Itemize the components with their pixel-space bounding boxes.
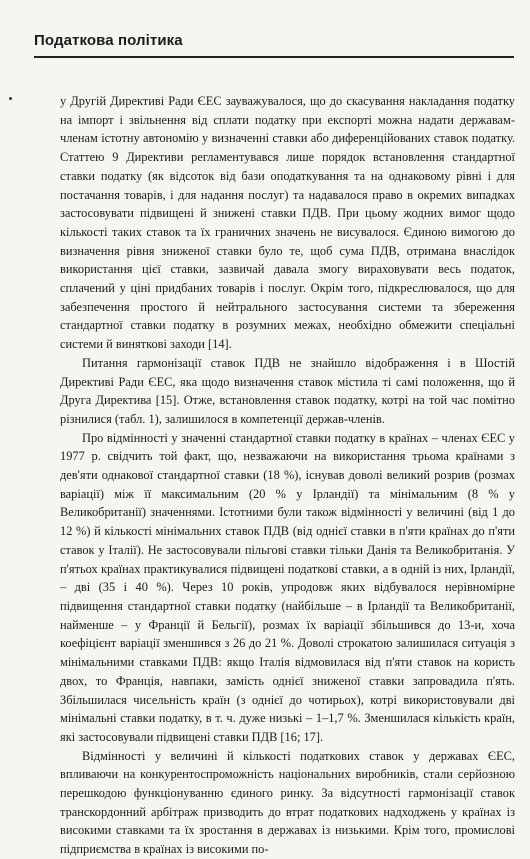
running-header [34, 26, 514, 58]
body-text [60, 92, 515, 859]
paragraph: Питання гармонізації ставок ПДВ не знайшло відображення і в Шостій Директиві Ради ЄЕС, яка щодо визначення ставок містила ті самі положення, що й Друга Директива [15]. Отже, встановлення ставок податку, котрі на той час помітно різнилися (табл. 1), залишилося в компетенції держав-членів. [60, 355, 515, 426]
running-header-title: Податкова політика [34, 32, 183, 49]
paragraph: Відмінності у величині й кількості податкових ставок у державах ЄЕС, впливаючи на конкурентоспроможність національних виробників, стали серйозною перешкодою функціонуванню єдиного ринку. За відсутності гармонізації ставок транскордонний арбітраж призводить до втрат податкових надходжень у країнах із високими ставками та їх зростання в державах із низькими. Крім того, промислові підприємства в країнах із високими по- [60, 748, 515, 857]
paragraph: Про відмінності у значенні стандартної ставки податку в країнах – членах ЄЕС у 1977 р. свідчить той факт, що, незважаючи на використання трьома країнами з дев'яти однакової стандартної ставки (18 %), існував доволі великий розрив (розмах варіації) між її максимальним (20 % у Ірландії) та мінімальним (8 % у Великобританії) значеннями. Істотними були також відмінності у величині (від 1 до 12 %) й кількості мінімальних ставок ПДВ (від однієї ставки в п'яти країнах до п'яти ставок у Італії). Не застосовували пільгові ставки тільки Данія та Великобританія. У п'ятьох країнах практикувалися підвищені податкові ставки, а в одній із них, Ірландії, – дві (35 і 40 %). Через 10 років, упродовж яких відбувалося нерівномірне підвищення стандартної ставки податку (найбільше – в Ірландії та Великобританії, найменше – у Франції й Бельгії), розмах їх варіації збільшився до 13-и, хоча коефіцієнт варіації зменшився з 26 до 21 %. Доволі строкатою залишилася ситуація з мінімальними ставками ПДВ: якщо Італія відмовилася від п'яти ставок на користь двох, то Франція, навпаки, замість однієї зниженої ставки запровадила п'ять. Збільшилася чисельність країн (з однієї до чотирьох), котрі використовували дві мінімальні ставки податку, в т. ч. дуже низькі – 1–1,7 %. Зменшилася кількість країн, які застосовували підвищені ставки ПДВ [16; 17]. [60, 430, 515, 744]
paragraph-continuation: у Другій Директиві Ради ЄЕС зауважувалося, що до скасування накладання податку на імпорт і звільнення від сплати податку при експорті можна надати державам-членам істотну автономію у визначенні ставки або диференційованих ставок податку. Статтею 9 Директиви регламентувався лише порядок встановлення стандартної ставки податку (як відсоток від бази оподаткування та на однаковому рівні і для постачання товарів, і для надання послуг) та надавалося право в окремих випадках застосовувати підвищені й знижені ставки ПДВ. При цьому жодних вимог щодо кількості таких ставок та їх граничних значень не висувалося. Єдиною вимогою до визначення рівня зниженої ставки було те, щоб сума ПДВ, отримана внаслідок використання цієї ставки, зазвичай давала змогу вираховувати весь податок, сплачений у ціні придбаних товарів і послуг. Окрім того, підкреслювалося, що для забезпечення простого й нейтрального застосування системи та збереження стандартної ставки податку в розумних межах, необхідно обмежити спеціальні системи й виняткові заходи [14]. [60, 94, 515, 352]
margin-mark [9, 97, 12, 100]
